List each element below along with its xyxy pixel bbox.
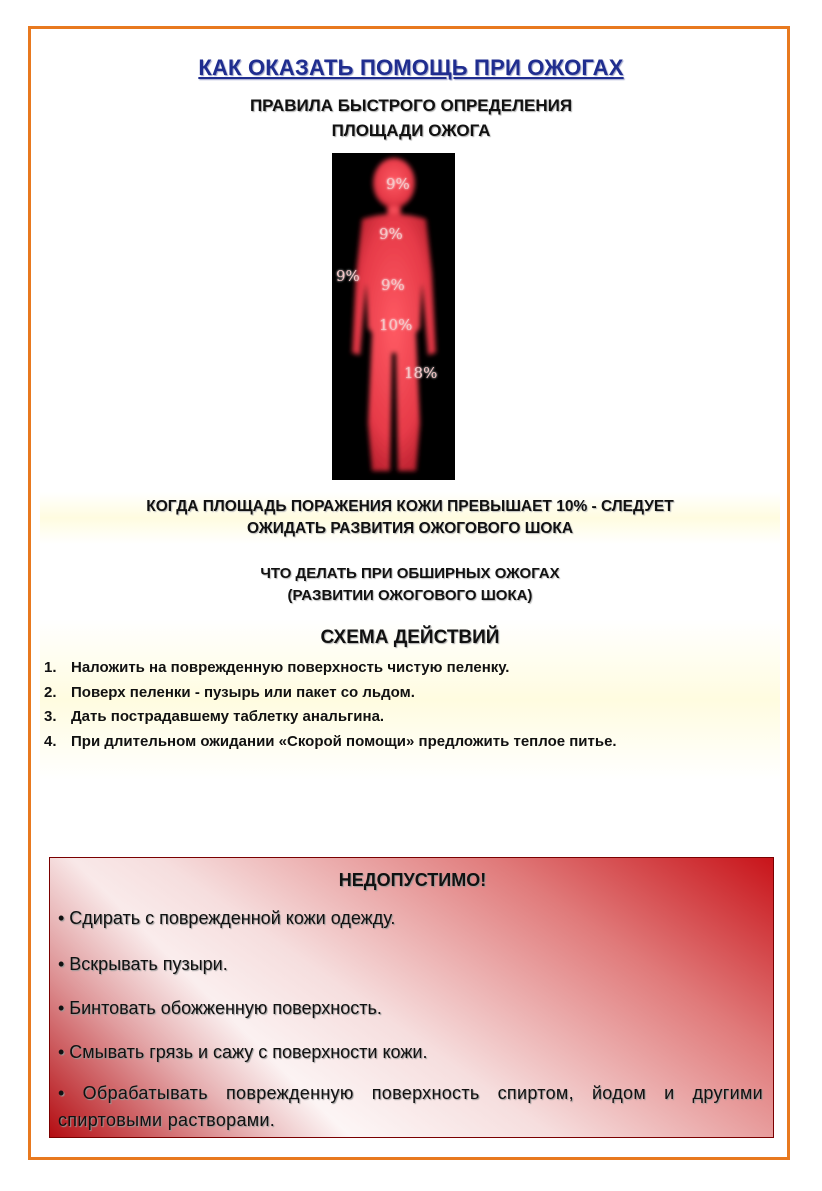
list-item <box>44 705 762 730</box>
prohibited-item: • Смывать грязь и сажу с поверхности кожи. <box>58 1042 428 1062</box>
step-number: 4. <box>44 732 57 750</box>
burn-shock-warning <box>40 496 780 540</box>
warning-line-1: КОГДА ПЛОЩАДЬ ПОРАЖЕНИЯ КОЖИ ПРЕВЫШАЕТ 10% - СЛЕДУЕТ <box>146 498 674 515</box>
prohibited-title: НЕДОПУСТИМО! <box>338 870 487 890</box>
step-text: Наложить на поврежденную поверхность чистую пеленку. <box>71 659 510 676</box>
warning-line-2: ОЖИДАТЬ РАЗВИТИЯ ОЖОГОВОГО ШОКА <box>246 520 574 537</box>
label-pelvis-percent: 10% <box>379 316 413 334</box>
label-arm-percent: 9% <box>336 267 360 285</box>
label-chest-percent: 9% <box>379 225 403 243</box>
action-steps-list <box>44 656 762 754</box>
what-to-do-heading <box>40 563 780 607</box>
scheme-title: СХЕМА ДЕЙСТВИЙ <box>320 627 500 648</box>
step-number: 1. <box>44 659 57 676</box>
subtitle-line-2: ПЛОЩАДИ ОЖОГА <box>331 121 491 140</box>
prohibited-item: • Обрабатывать поврежденную поверхность спиртом, йодом и другими спиртовыми растворами. <box>58 1083 763 1130</box>
page-subtitle <box>0 93 822 143</box>
step-text: При длительном ожидании «Скорой помощи» предложить теплое питье. <box>71 732 617 750</box>
label-leg-percent: 18% <box>404 364 438 382</box>
label-head-percent: 9% <box>386 175 410 193</box>
list-item <box>44 730 762 755</box>
step-text: Поверх пеленки - пузырь или пакет со льдом. <box>71 683 415 701</box>
what-line-1: ЧТО ДЕЛАТЬ ПРИ ОБШИРНЫХ ОЖОГАХ <box>260 565 560 582</box>
subtitle-line-1: ПРАВИЛА БЫСТРОГО ОПРЕДЕЛЕНИЯ <box>249 96 573 115</box>
prohibited-item: • Сдирать с поврежденной кожи одежду. <box>58 908 396 928</box>
prohibited-item: • Бинтовать обожженную поверхность. <box>58 998 382 1018</box>
step-number: 3. <box>44 708 57 725</box>
page-title: КАК ОКАЗАТЬ ПОМОЩЬ ПРИ ОЖОГАХ <box>198 55 624 80</box>
body-figure-image <box>332 153 455 480</box>
step-text: Дать пострадавшему таблетку анальгина. <box>71 708 385 725</box>
prohibited-item: • Вскрывать пузыри. <box>58 954 228 974</box>
label-abdomen-percent: 9% <box>381 276 405 294</box>
list-item <box>44 681 762 706</box>
list-item <box>44 656 762 681</box>
step-number: 2. <box>44 683 57 701</box>
what-line-2: (РАЗВИТИИ ОЖОГОВОГО ШОКА) <box>287 587 533 604</box>
prohibited-actions-box <box>49 857 774 1138</box>
